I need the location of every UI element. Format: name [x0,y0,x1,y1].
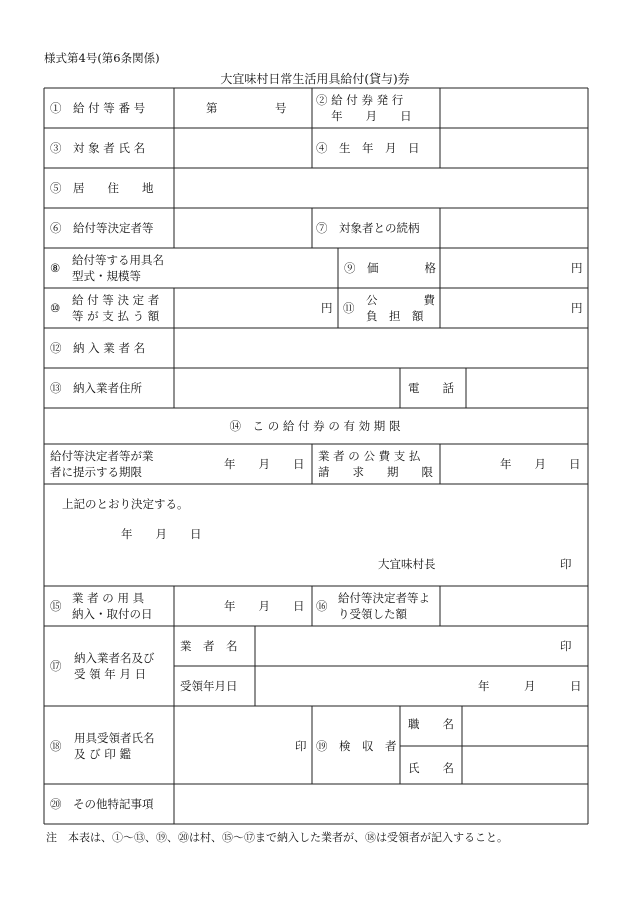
claim-deadline-date: 年 月 日 [500,457,581,471]
deadline-date: 年 月 日 [224,457,305,471]
delivery-date: 年 月 日 [224,599,305,613]
label-supplier-address: ⑬ 納入業者住所 [50,381,142,395]
label-recipient-top: 用具受領者氏名 [74,731,155,745]
label-benefit-number: ① 給 付 等 番 号 [50,101,146,115]
label-supplier-name: ⑫ 納 入 業 者 名 [50,341,146,355]
label-delivery-top: 業 者 の 用 具 [72,591,145,605]
label-issue-date-top: ② 給 付 券 発 行 [316,93,404,107]
decision-date: 年 月 日 [121,527,202,541]
label-public-cost-bottom: 負 担 額 [366,309,424,323]
label-deadline-top: 給付等決定者等が業 [50,449,154,463]
num-16: ⑯ [316,599,328,613]
label-job-title: 職 名 [408,717,454,731]
company-seal: 印 [560,639,572,653]
mayor-seal: 印 [560,557,572,571]
receipt-date: 年 月 日 [478,679,582,693]
num-17: ⑰ [50,659,62,673]
label-holder-payment-bottom: 等 が 支 払 う 額 [72,309,160,323]
unit-yen-price: 円 [571,261,583,275]
label-subject-name: ③ 対 象 者 氏 名 [50,141,146,155]
label-equipment-name-bottom: 型式・規模等 [72,269,141,283]
value-benefit-number: 第 号 [206,101,287,115]
label-inspector: ⑲ 検 収 者 [316,739,397,753]
label-public-cost-top: 公 費 [366,293,435,307]
label-equipment-name-top: 給付等する用具名 [72,253,164,267]
decision-statement: 上記のとおり決定する。 [62,497,189,511]
label-relationship: ⑦ 対象者との続柄 [316,221,420,235]
label-receipt-date: 受領年月日 [180,679,238,693]
mayor-title: 大宜味村長 [378,557,436,571]
label-issue-date-bottom: 年 月 日 [316,109,412,123]
label-claim-deadline-top: 業 者 の 公 費 支 払 [318,449,421,463]
label-delivery-bottom: 納入・取付の日 [72,607,153,621]
num-15: ⑮ [50,599,62,613]
num-18: ⑱ [50,739,62,753]
recipient-seal: 印 [295,739,307,753]
label-supplier-receipt-top: 納入業者名及び [74,651,155,665]
label-company-name: 業 者 名 [180,639,238,653]
unit-yen-public: 円 [571,301,583,315]
footnote: 注 本表は、①〜⑬、⑲、⑳は村、⑮〜⑰まで納入した業者が、⑱は受領者が記入すること。 [46,831,508,844]
label-recipient-bottom: 及 び 印 鑑 [74,747,131,761]
label-validity-period: ⑭ こ の 給 付 券 の 有 効 期 限 [229,419,401,433]
label-phone: 電 話 [408,381,454,395]
form-reference: 様式第4号(第6条関係) [44,51,160,65]
label-residence: ⑤ 居 住 地 [50,181,154,195]
unit-yen-holder: 円 [321,301,333,315]
label-supplier-receipt-bottom: 受 領 年 月 日 [74,667,147,681]
label-deadline-bottom: 者に提示する期限 [50,465,142,479]
form-title: 大宜味村日常生活用具給付(貸与)券 [220,72,410,86]
label-received-amount-bottom: り受領した額 [338,607,407,621]
label-holder-payment-top: 給 付 等 決 定 者 [72,293,160,307]
label-price: ⑨ 価 格 [344,261,436,275]
label-inspector-name: 氏 名 [408,761,454,775]
num-11: ⑪ [343,301,355,315]
num-8: ⑧ [50,261,61,275]
label-decision-holder: ⑥ 給付等決定者等 [50,221,154,235]
label-birth-date: ④ 生 年 月 日 [316,141,420,155]
label-other-notes: ⑳ その他特記事項 [50,797,154,811]
label-claim-deadline-bottom: 請 求 期 限 [318,465,433,479]
label-received-amount-top: 給付等決定者等よ [338,591,430,605]
num-10: ⑩ [50,301,61,315]
